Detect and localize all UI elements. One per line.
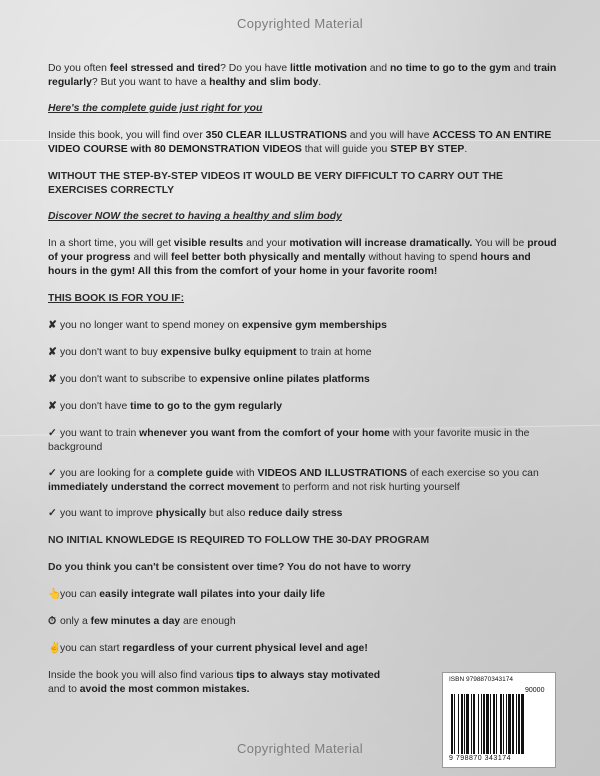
- videos-warning: WITHOUT THE STEP-BY-STEP VIDEOS IT WOULD BE VERY DIFFICULT TO CARRY OUT THE EXERCISES CORRECTLY: [48, 171, 503, 196]
- text: with: [233, 468, 258, 479]
- text: that will guide you: [301, 144, 391, 155]
- emphasis: whenever you want from the comfort of your home: [139, 428, 390, 439]
- list-item-few-minutes: [48, 615, 560, 629]
- cross-icon: ✘: [48, 320, 57, 331]
- emphasis: feel better both physically and mentally: [171, 252, 366, 263]
- contents-paragraph: [48, 129, 560, 157]
- list-item-integrate: [48, 588, 560, 602]
- text: you want to train: [60, 428, 140, 439]
- check-icon: ✓: [48, 508, 57, 519]
- price-code: 90000: [525, 687, 545, 694]
- emphasis: physically: [155, 508, 207, 519]
- text: and: [510, 63, 534, 74]
- text: to train at home: [296, 347, 372, 358]
- for-you-heading: THIS BOOK IS FOR YOU IF:: [48, 293, 185, 304]
- emphasis: few minutes a day: [90, 616, 181, 627]
- text: Inside this book, you will find over: [48, 130, 206, 141]
- text: Do you often: [48, 63, 110, 74]
- emphasis: regardless of your current physical level and age!: [122, 643, 368, 654]
- emphasis: expensive gym memberships: [241, 320, 387, 331]
- results-paragraph: [48, 237, 560, 279]
- text: with your favorite music in the background: [48, 428, 530, 453]
- emphasis: easily integrate wall pilates into your daily life: [99, 589, 326, 600]
- emphasis: avoid the most common mistakes.: [79, 684, 250, 695]
- text: you don't have: [60, 401, 131, 412]
- text: In a short time, you will get: [48, 238, 174, 249]
- text: .: [464, 144, 468, 155]
- cross-icon: ✘: [48, 347, 57, 358]
- text: and you will have: [346, 130, 433, 141]
- list-item-online-platforms: [48, 373, 560, 387]
- check-icon: ✓: [48, 468, 57, 479]
- isbn-label: ISBN 9798870343174: [449, 676, 513, 683]
- emphasis: visible results: [173, 238, 244, 249]
- emphasis: no time to go to the gym: [389, 63, 511, 74]
- barcode-digits: 9 798870 343174: [449, 755, 511, 762]
- text: of each exercise so you can: [407, 468, 539, 479]
- text: you are looking for a: [60, 468, 158, 479]
- closing-paragraph: [48, 669, 388, 697]
- text: but also: [206, 508, 249, 519]
- emphasis: tips to always stay motivated: [236, 670, 381, 681]
- watermark-bottom: Copyrighted Material: [237, 741, 363, 756]
- text: you no longer want to spend money on: [60, 320, 242, 331]
- list-item-reduce-stress: [48, 507, 560, 521]
- text: without having to spend: [365, 252, 481, 263]
- intro-paragraph: [48, 62, 560, 90]
- isbn-barcode: [442, 672, 556, 768]
- text: you can: [60, 589, 100, 600]
- text: you can start: [60, 643, 123, 654]
- text: only a: [60, 616, 91, 627]
- consistency-question: Do you think you can't be consistent over time? You do not have to worry: [48, 562, 411, 573]
- emphasis: expensive bulky equipment: [160, 347, 297, 358]
- emphasis: immediately understand the correct movement: [48, 482, 279, 493]
- emphasis: little motivation: [290, 63, 367, 74]
- emphasis: hours and hours in the gym! All this from the comfort of your home in your favorite room!: [48, 252, 531, 277]
- emphasis: expensive online pilates platforms: [200, 374, 370, 385]
- text: and will: [130, 252, 171, 263]
- emphasis: motivation will increase dramatically.: [289, 238, 473, 249]
- pointing-hand-icon: 👆: [48, 589, 61, 600]
- text: and: [366, 63, 390, 74]
- emphasis: VIDEOS AND ILLUSTRATIONS: [257, 468, 408, 479]
- barcode-bars: [451, 694, 547, 754]
- text: ? Do you have: [220, 63, 291, 74]
- text: ? But you want to have a: [91, 77, 210, 88]
- emphasis: ACCESS TO AN ENTIRE VIDEO COURSE with 80 DEMONSTRATION VIDEOS: [48, 130, 552, 155]
- cross-icon: ✘: [48, 374, 57, 385]
- no-knowledge-heading: NO INITIAL KNOWLEDGE IS REQUIRED TO FOLLOW THE 30-DAY PROGRAM: [48, 535, 430, 546]
- text: You will be: [472, 238, 528, 249]
- list-item-gym-memberships: [48, 319, 560, 333]
- emphasis: train regularly: [48, 63, 557, 88]
- text: Inside the book you will also find various: [48, 670, 237, 681]
- list-item-no-time: [48, 400, 560, 414]
- list-item-train-home: [48, 427, 560, 455]
- watermark-top: Copyrighted Material: [237, 16, 363, 31]
- text: are enough: [180, 616, 236, 627]
- emphasis: 350 CLEAR ILLUSTRATIONS: [205, 130, 347, 141]
- check-icon: ✓: [48, 428, 57, 439]
- cross-icon: ✘: [48, 401, 57, 412]
- emphasis: healthy and slim body: [209, 77, 319, 88]
- list-item-complete-guide: [48, 467, 560, 495]
- text: you don't want to subscribe to: [60, 374, 201, 385]
- victory-hand-icon: ✌: [48, 643, 61, 654]
- text: .: [318, 77, 322, 88]
- emphasis: time to go to the gym regularly: [130, 401, 282, 412]
- text: you don't want to buy: [60, 347, 161, 358]
- emphasis: complete guide: [157, 468, 234, 479]
- text: you want to improve: [60, 508, 156, 519]
- emphasis: STEP BY STEP: [390, 144, 465, 155]
- discover-heading: Discover NOW the secret to having a healthy and slim body: [48, 211, 342, 222]
- emphasis: feel stressed and tired: [109, 63, 221, 74]
- emphasis: proud of your progress: [48, 238, 557, 263]
- text: and to: [48, 684, 80, 695]
- text: to perform and not risk hurting yourself: [278, 482, 460, 493]
- stopwatch-icon: ⏱: [48, 616, 57, 627]
- guide-heading: Here's the complete guide just right for you: [48, 103, 263, 114]
- list-item-any-level: [48, 642, 560, 656]
- emphasis: reduce daily stress: [248, 508, 343, 519]
- list-item-bulky-equipment: [48, 346, 560, 360]
- text: and your: [243, 238, 290, 249]
